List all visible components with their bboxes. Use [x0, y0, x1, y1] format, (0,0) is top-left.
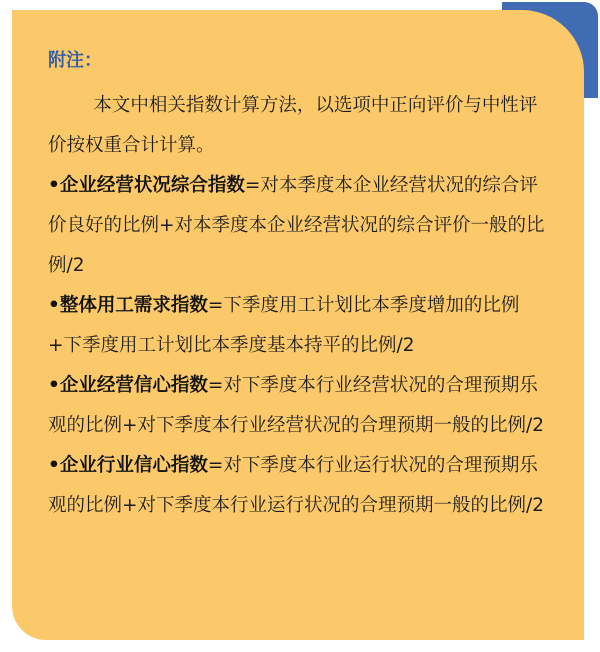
- definition-business-status-index: [48, 166, 548, 286]
- definition-bullet: •: [48, 295, 60, 316]
- definition-business-confidence-index: [48, 366, 548, 446]
- definition-bullet: •: [48, 455, 60, 476]
- definition-labor-demand-index: [48, 286, 548, 366]
- definition-bullet: •: [48, 175, 60, 196]
- definition-term: 整体用工需求指数: [59, 295, 208, 316]
- definition-formula: =对下季度本行业经营状况的合理预期乐观的比例+对下季度本行业经营状况的合理预期一般的比例/2: [48, 375, 545, 436]
- intro-paragraph: 本文中相关指数计算方法，以选项中正向评价与中性评价按权重合计计算。: [48, 95, 538, 156]
- note-label: 附注：: [48, 50, 102, 71]
- definition-formula: =下季度用工计划比本季度增加的比例+下季度用工计划比本季度基本持平的比例/2: [48, 295, 520, 356]
- definition-formula: =对本季度本企业经营状况的综合评价良好的比例+对本季度本企业经营状况的综合评价一般的比例/2: [48, 175, 545, 276]
- definition-formula: =对下季度本行业运行状况的合理预期乐观的比例+对下季度本行业运行状况的合理预期一般的比例/2: [48, 455, 545, 516]
- definition-term: 企业经营状况综合指数: [59, 175, 245, 196]
- definition-industry-confidence-index: [48, 446, 548, 526]
- definition-term: 企业经营信心指数: [59, 375, 208, 396]
- note-card: [12, 10, 584, 640]
- definition-bullet: •: [48, 375, 60, 396]
- definition-term: 企业行业信心指数: [59, 455, 208, 476]
